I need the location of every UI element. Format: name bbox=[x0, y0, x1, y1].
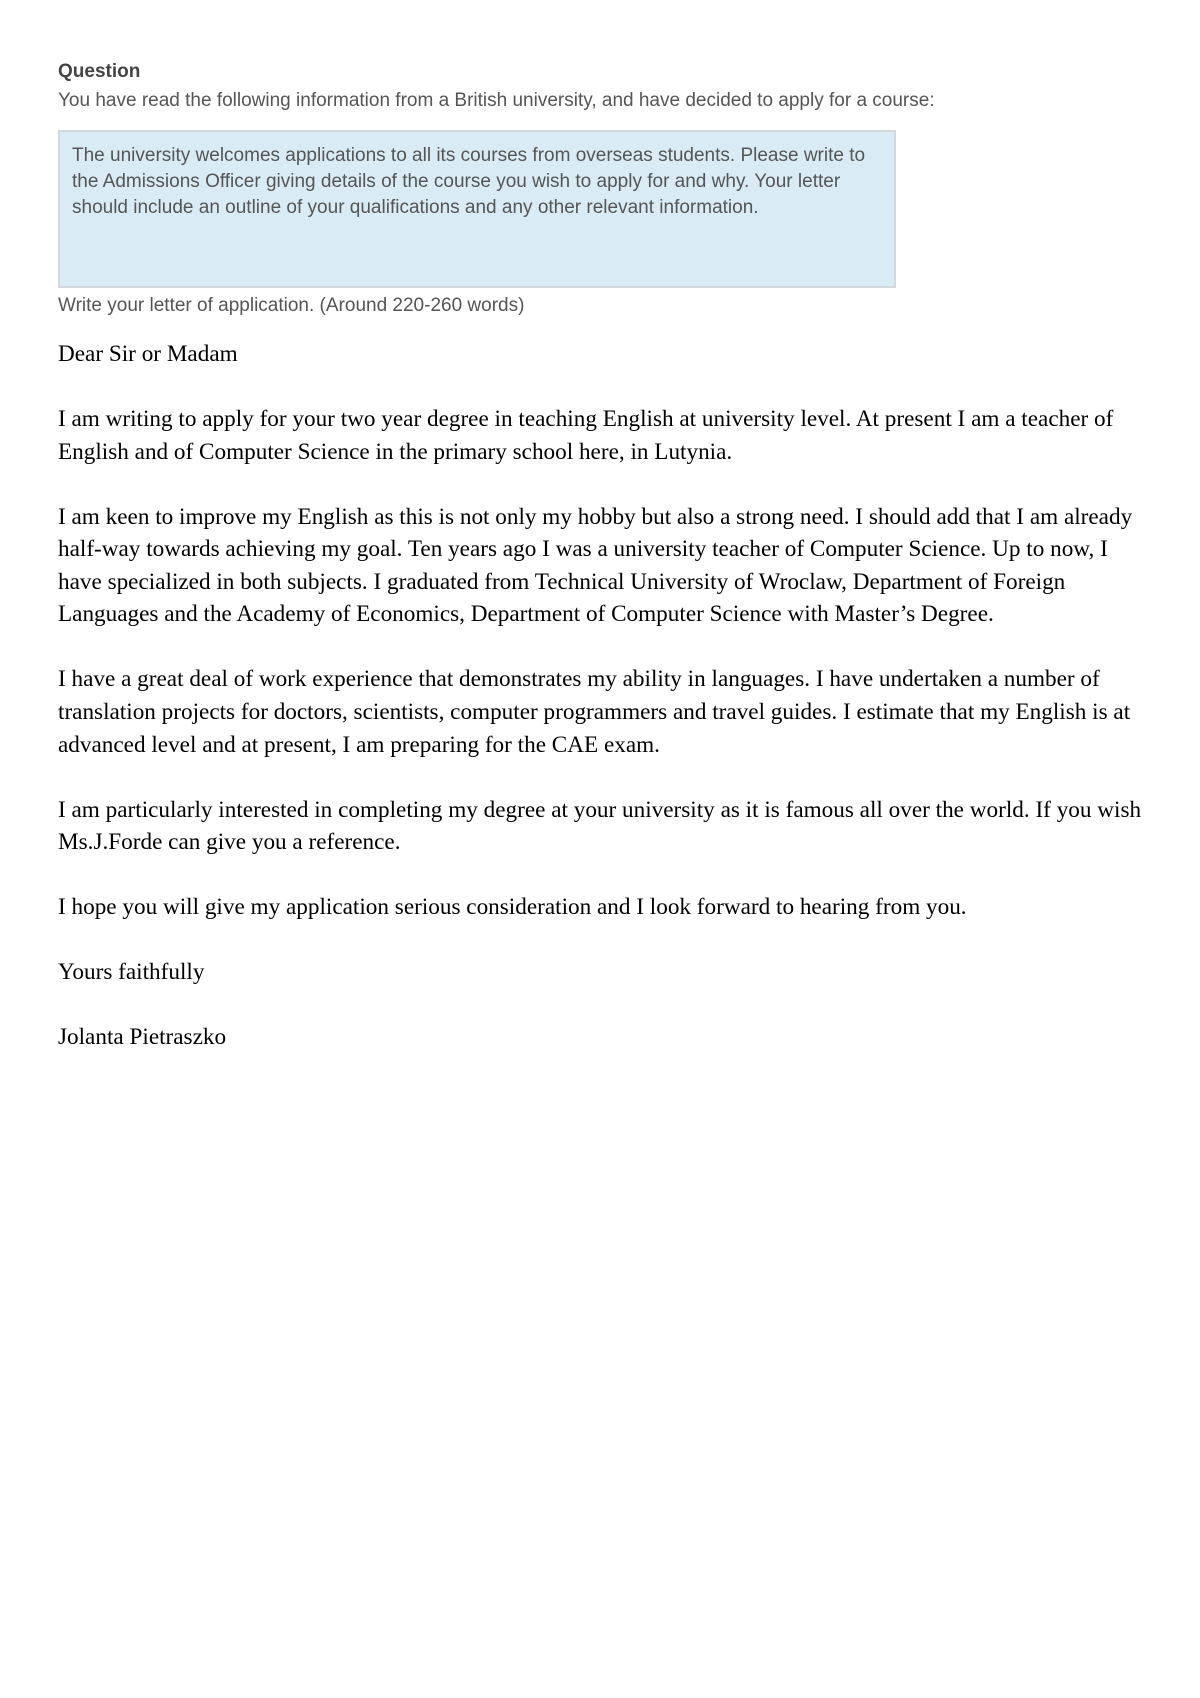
letter-paragraph: I have a great deal of work experience that demonstrates my ability in languages. I have undertaken a number of translation projects for doctors, scientists, computer programmers and travel guides. I estimate that my English is at advanced level and at present, I am preparing for the CAE exam. bbox=[58, 666, 1131, 758]
letter-closing: Yours faithfully bbox=[58, 959, 205, 986]
letter-paragraph: I am writing to apply for your two year degree in teaching English at university level. At present I am a teacher of English and of Computer Science in the primary school here, in Lutynia. bbox=[58, 405, 1114, 465]
university-info-text: The university welcomes applications to all its courses from overseas students. Please write to the Admissions Officer giving details of the course you wish to apply for and why. Your letter should include an outline of your qualifications and any other relevant information. bbox=[72, 145, 866, 218]
letter-salutation: Dear Sir or Madam bbox=[58, 341, 238, 367]
university-info-box bbox=[58, 130, 896, 288]
letter-paragraph: I am particularly interested in completing my degree at your university as it is famous all over the world. If you wish Ms.J.Forde can give you a reference. bbox=[58, 796, 1142, 856]
letter-body bbox=[58, 338, 1148, 1086]
question-section bbox=[58, 60, 1118, 319]
question-intro: You have read the following information from a British university, and have decided to apply for a course: bbox=[58, 90, 935, 111]
letter-paragraph: I am keen to improve my English as this is not only my hobby but also a strong need. I should add that I am already half-way towards achieving my goal. Ten years ago I was a university teacher of Computer Science. Up to now, I have specialized in both subjects. I graduated from Technical University of Wroclaw, Department of Foreign Languages and the Academy of Economics, Department of Computer Science with Master’s Degree. bbox=[58, 503, 1133, 628]
question-heading: Question bbox=[58, 61, 141, 82]
letter-paragraph: I hope you will give my application serious consideration and I look forward to hearing from you. bbox=[58, 894, 967, 921]
task-instruction: Write your letter of application. (Around 220-260 words) bbox=[58, 295, 525, 316]
letter-signature: Jolanta Pietraszko bbox=[58, 1024, 227, 1051]
